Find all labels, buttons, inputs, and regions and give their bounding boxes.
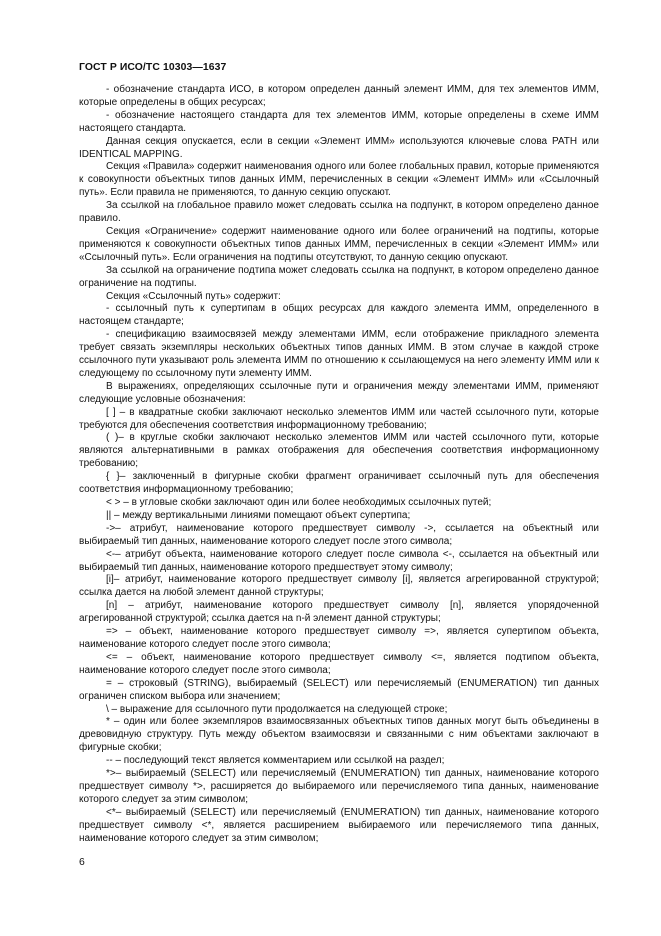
paragraph: => – объект, наименование которого предшествует символу =>, является супертипом объекта, наименование которого следует после этого символа; — [79, 626, 599, 650]
paragraph: <*– выбираемый (SELECT) или перечисляемый (ENUMERATION) тип данных, наименование которого предшествует символу <*, является расширением выбираемого или перечисляемого типа данных, наименование которого следует за этим символом; — [79, 806, 599, 844]
paragraph: [i]– атрибут, наименование которого предшествует символу [i], является агрегированной структурой; ссылка дается на любой элемент данной структуры; — [79, 574, 599, 599]
paragraph: { }– заключенный в фигурные скобки фрагмент ограничивает ссылочный путь для обеспечения соответствия информационному требованию; — [79, 471, 599, 496]
paragraph: В выражениях, определяющих ссылочные пути и ограничения между элементами ИММ, применяют следующие условные обозначения: — [79, 380, 599, 405]
paragraph: [ ] – в квадратные скобки заключают несколько элементов ИММ или частей ссылочного пути, которые требуются для обеспечения соответствия информационному требованию; — [79, 406, 599, 431]
page-number: 6 — [79, 857, 85, 868]
paragraph: <-– атрибут объекта, наименование которого следует после символа <-, ссылается на объектный или выбираемый тип данных, наименование которого предшествует этому символу; — [79, 548, 599, 573]
paragraph: За ссылкой на ограничение подтипа может следовать ссылка на подпункт, в котором определено данное ограничение на подтипы. — [79, 264, 599, 289]
paragraph: <= – объект, наименование которого предшествует символу <=, является подтипом объекта, наименование которого следует после этого символа; — [79, 651, 599, 676]
paragraph: Данная секция опускается, если в секции «Элемент ИММ» используются ключевые слова PATH или IDENTICAL MAPPING. — [79, 135, 599, 160]
paragraph: \ – выражение для ссылочного пути продолжается на следующей строке; — [106, 703, 448, 715]
standard-header: ГОСТ Р ИСО/ТС 10303—1637 — [79, 62, 227, 73]
paragraph: За ссылкой на глобальное правило может следовать ссылка на подпункт, в котором определено данное правило. — [79, 200, 599, 225]
paragraph: * – один или более экземпляров взаимосвязанных объектных типов данных могут быть объединены в древовидную структуру. Путь между объектом взаимосвязи и связанными с ним объектами заключают в фигурные скобки; — [79, 716, 599, 754]
paragraph: ( )– в круглые скобки заключают несколько элементов ИММ или частей ссылочного пути, которые являются альтернативными в рамках отображения для обеспечения соответствия информационному требованию; — [79, 432, 599, 470]
paragraph: || – между вертикальными линиями помещают объект супертипа; — [106, 509, 411, 521]
paragraph: Секция «Ограничение» содержит наименование одного или более ограничений на подтипы, которые применяются к совокупности объектных типов данных ИММ, перечисленных в секции «Элемент ИММ» или «Ссылочный путь». Если ограничения на подтипы отсутствуют, то данную секцию опускают. — [79, 225, 599, 263]
paragraph: < > – в угловые скобки заключают один или более необходимых ссылочных путей; — [106, 497, 492, 508]
body-text — [79, 84, 599, 845]
paragraph: = – строковый (STRING), выбираемый (SELECT) или перечисляемый (ENUMERATION) тип данных ограничен списком выбора или значением; — [79, 677, 599, 702]
paragraph: Секция «Ссылочный путь» содержит: — [106, 290, 281, 302]
paragraph: - ссылочный путь к супертипам в общих ресурсах для каждого элемента ИММ, определенного в настоящем стандарте; — [79, 303, 599, 328]
paragraph: - спецификацию взаимосвязей между элементами ИММ, если отображение прикладного элемента требует связать экземпляры нескольких объектных типов данных ИММ. В этом случае в каждой строке ссылочного пути указывают роль элемента ИММ по отношению к ссылающемуся на него элементу ИММ или к следующему по ссылочному пути элементу ИММ. — [79, 329, 599, 379]
paragraph: *>– выбираемый (SELECT) или перечисляемый (ENUMERATION) тип данных, наименование которого предшествует символу *>, расширяется до выбираемого или перечисляемого типа данных, наименование которого следует за этим символом; — [79, 768, 599, 805]
paragraph: - обозначение стандарта ИСО, в котором определен данный элемент ИММ, для тех элементов ИММ, которые определены в общих ресурсах; — [79, 84, 599, 108]
paragraph: Секция «Правила» содержит наименования одного или более глобальных правил, которые применяются к совокупности объектных типов данных ИММ, перечисленных в секции «Элемент ИММ» или «Ссылочный путь». Если правила не применяются, то данную секцию опускают. — [79, 161, 599, 199]
paragraph: ->– атрибут, наименование которого предшествует символу ->, ссылается на объектный или выбираемый тип данных, наименование которого следует после этого символа; — [79, 522, 599, 547]
paragraph: [n] – атрибут, наименование которого предшествует символу [n], является упорядоченной агрегированной структурой; ссылка дается на n-й элемент данной структуры; — [79, 600, 599, 625]
paragraph: - обозначение настоящего стандарта для тех элементов ИММ, которые определены в схеме ИММ настоящего стандарта. — [79, 109, 599, 134]
paragraph: -- – последующий текст является комментарием или ссылкой на раздел; — [106, 755, 445, 767]
